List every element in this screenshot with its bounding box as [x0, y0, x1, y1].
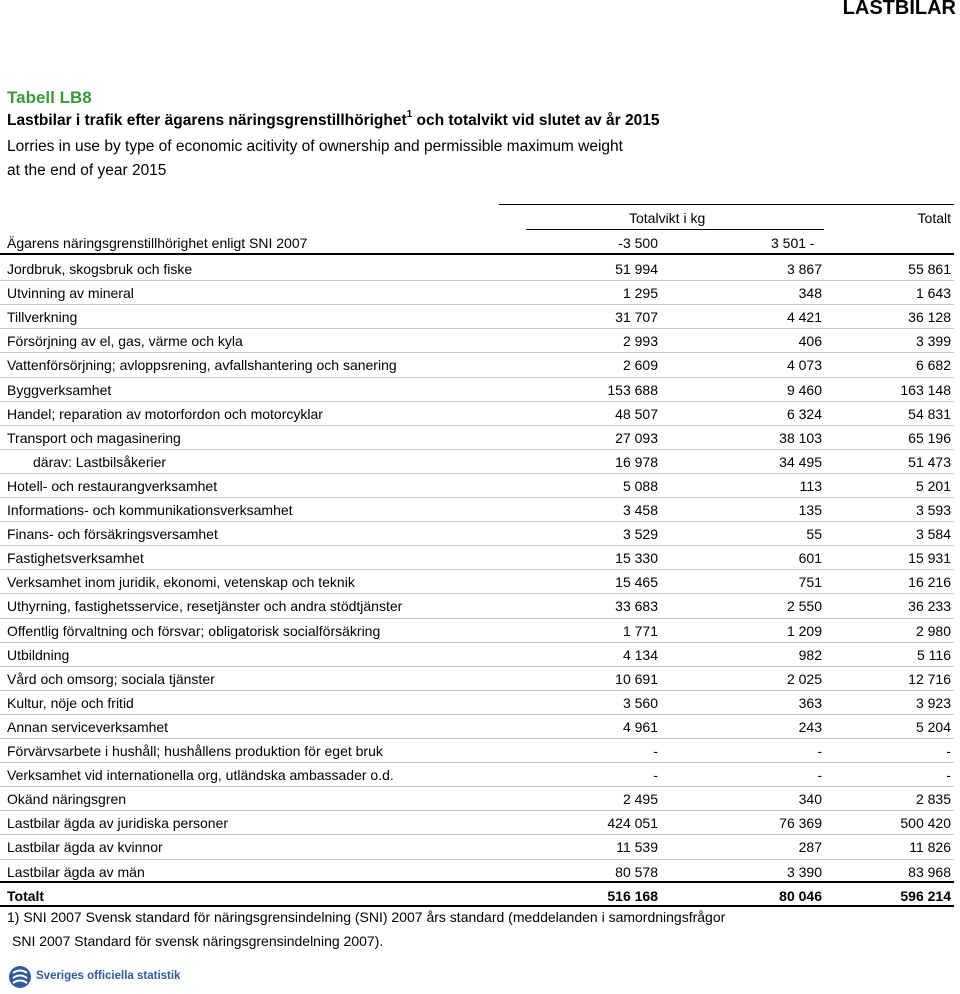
row-value-col1: 5 088: [622, 478, 658, 494]
row-value-col2: 1 209: [786, 623, 822, 639]
table-row: [0, 619, 960, 643]
row-value-col2: 80 046: [779, 888, 822, 904]
row-value-col1: 11 539: [616, 839, 658, 855]
table-row: [0, 281, 960, 305]
row-value-col3: 2 980: [915, 623, 951, 639]
footnote-marker: 1: [406, 109, 413, 120]
row-value-col3: 3 584: [915, 526, 951, 542]
table-title-sv: [7, 111, 659, 130]
table-row: [0, 450, 960, 474]
row-value-col2: 2 025: [786, 671, 822, 687]
row-value-col1: 27 093: [615, 430, 658, 446]
table-row: [0, 739, 960, 763]
table-row: [0, 474, 960, 498]
row-label: Utvinning av mineral: [7, 285, 134, 301]
row-value-col1: 4 961: [622, 719, 658, 735]
row-value-col1: 2 495: [622, 791, 658, 807]
row-value-col1: 51 994: [615, 261, 658, 277]
row-value-col2: 113: [799, 478, 822, 494]
row-value-col1: 10 691: [615, 671, 658, 687]
column-header-1: -3 500: [618, 235, 658, 251]
row-value-col3: 65 196: [908, 430, 951, 446]
table-row: [0, 787, 960, 811]
row-header-label: Ägarens näringsgrenstillhörighet enligt SNI 2007: [7, 235, 308, 251]
row-value-col3: 12 716: [908, 671, 951, 687]
footnote-line-1: 1) SNI 2007 Svensk standard för näringsgrensindelning (SNI) 2007 års standard (meddelanden i samordningsfrågor: [7, 909, 726, 925]
row-value-col3: -: [946, 767, 951, 783]
row-value-col3: 3 593: [915, 502, 951, 518]
table-title-en: [7, 135, 623, 183]
row-label: därav: Lastbilsåkerier: [33, 454, 167, 470]
row-value-col2: 135: [798, 502, 822, 518]
table-id: Tabell LB8: [7, 88, 92, 107]
row-value-col3: 3 399: [915, 333, 951, 349]
row-value-col2: 4 421: [786, 309, 822, 325]
row-value-col3: 5 204: [915, 719, 951, 735]
table-row: [0, 305, 960, 329]
row-value-col3: 6 682: [915, 357, 951, 373]
row-label: Verksamhet inom juridik, ekonomi, vetenskap och teknik: [7, 574, 355, 590]
column-header-2: 3 501 -: [771, 235, 815, 251]
header-bottom-rule: [0, 253, 954, 255]
row-label: Handel; reparation av motorfordon och motorcyklar: [7, 406, 323, 422]
row-value-col3: 163 148: [900, 382, 951, 398]
row-label: Lastbilar ägda av män: [7, 864, 145, 880]
row-value-col3: 2 835: [915, 791, 951, 807]
row-label: Offentlig förvaltning och försvar; obligatorisk socialförsäkring: [7, 623, 381, 639]
row-value-col2: 2 550: [786, 598, 822, 614]
row-value-col2: 751: [798, 574, 822, 590]
row-label: Tillverkning: [7, 309, 78, 325]
row-label: Vattenförsörjning; avloppsrening, avfallshantering och sanering: [7, 357, 397, 373]
table-title-en-line1: Lorries in use by type of economic acitivity of ownership and permissible maximum weight: [7, 138, 623, 155]
row-value-col1: 15 465: [615, 574, 658, 590]
row-label: Fastighetsverksamhet: [7, 550, 144, 566]
row-value-col1: 31 707: [615, 309, 658, 325]
row-value-col2: 6 324: [786, 406, 822, 422]
table-row: [0, 763, 960, 787]
row-value-col3: 500 420: [900, 815, 951, 831]
row-value-col1: 33 683: [615, 598, 658, 614]
header-group-rule: [526, 229, 824, 230]
header-top-rule: [499, 204, 954, 205]
row-value-col3: -: [946, 743, 951, 759]
row-value-col3: 55 861: [908, 261, 951, 277]
row-value-col1: 80 578: [615, 864, 658, 880]
total-bottom-rule: [0, 905, 954, 907]
row-label: Hotell- och restaurangverksamhet: [7, 478, 218, 494]
row-label: Transport och magasinering: [7, 430, 181, 446]
row-value-col2: 601: [798, 550, 822, 566]
table-row: [0, 546, 960, 570]
row-value-col1: 3 458: [622, 502, 658, 518]
table-row: [0, 594, 960, 618]
row-label: Lastbilar ägda av kvinnor: [7, 839, 163, 855]
table-title-en-line2: at the end of year 2015: [7, 162, 167, 179]
table-row: [0, 643, 960, 667]
table-row: [0, 667, 960, 691]
table-row: [0, 570, 960, 594]
table-row: [0, 835, 960, 859]
table-row: [0, 402, 960, 426]
row-value-col2: 9 460: [786, 382, 822, 398]
row-value-col1: 516 168: [607, 888, 658, 904]
row-value-col1: -: [653, 767, 658, 783]
row-label: Informations- och kommunikationsverksamhet: [7, 502, 293, 518]
row-value-col3: 5 116: [917, 647, 951, 663]
row-value-col2: 76 369: [779, 815, 822, 831]
table-row: [0, 522, 960, 546]
row-value-col2: 3 867: [786, 261, 822, 277]
row-label: Vård och omsorg; sociala tjänster: [7, 671, 215, 687]
row-value-col2: 287: [798, 839, 822, 855]
table-row: [0, 715, 960, 739]
row-value-col1: 1 295: [622, 285, 658, 301]
row-value-col3: 15 931: [908, 550, 951, 566]
total-top-rule: [0, 881, 954, 883]
table-title-sv-end: och totalvikt vid slutet av år 2015: [412, 112, 660, 130]
row-value-col3: 83 968: [908, 864, 951, 880]
row-label: Kultur, nöje och fritid: [7, 695, 134, 711]
row-value-col1: 16 978: [615, 454, 658, 470]
table-row: [0, 498, 960, 522]
row-label: Okänd näringsgren: [7, 791, 127, 807]
table-row: [0, 378, 960, 402]
row-label: Lastbilar ägda av juridiska personer: [7, 815, 229, 831]
row-value-col1: 424 051: [607, 815, 658, 831]
table-row: [0, 353, 960, 377]
row-value-col3: 16 216: [908, 574, 951, 590]
footnote-line-2: SNI 2007 Standard för svensk näringsgrensindelning 2007).: [12, 933, 384, 949]
row-value-col2: 363: [798, 695, 822, 711]
row-label: Finans- och försäkringsversamhet: [7, 526, 218, 542]
row-value-col2: 982: [798, 647, 822, 663]
row-value-col3: 11 826: [909, 839, 951, 855]
row-value-col2: 55: [806, 526, 822, 542]
row-value-col1: 4 134: [622, 647, 658, 663]
row-value-col3: 54 831: [908, 406, 951, 422]
row-value-col1: 2 609: [622, 357, 658, 373]
row-value-col2: 34 495: [779, 454, 822, 470]
row-value-col2: 38 103: [779, 430, 822, 446]
row-value-col1: 48 507: [615, 406, 658, 422]
sos-logo-icon: [8, 964, 32, 990]
row-value-col2: -: [817, 743, 822, 759]
table-row: [0, 691, 960, 715]
row-value-col2: 340: [798, 791, 822, 807]
row-value-col3: 51 473: [908, 454, 951, 470]
table-title-sv-main: Lastbilar i trafik efter ägarens näringsgrenstillhörighet: [7, 112, 407, 130]
sos-logo-text: Sveriges officiella statistik: [36, 970, 181, 982]
row-value-col3: 3 923: [915, 695, 951, 711]
row-value-col1: 1 771: [622, 623, 658, 639]
row-value-col3: 596 214: [900, 888, 951, 904]
row-value-col2: -: [817, 767, 822, 783]
table-row: [0, 329, 960, 353]
row-label: Annan serviceverksamhet: [7, 719, 169, 735]
row-label: Uthyrning, fastighetsservice, resetjänster och andra stödtjänster: [7, 598, 403, 614]
row-label: Utbildning: [7, 647, 70, 663]
table-row: [0, 811, 960, 835]
row-label: Förvärvsarbete i hushåll; hushållens produktion för eget bruk: [7, 743, 383, 759]
row-value-col3: 1 643: [915, 285, 951, 301]
row-value-col1: 153 688: [607, 382, 658, 398]
row-value-col2: 4 073: [786, 357, 822, 373]
row-value-col2: 3 390: [786, 864, 822, 880]
row-value-col2: 348: [798, 285, 822, 301]
row-value-col1: 3 529: [622, 526, 658, 542]
column-total-header: Totalt: [917, 210, 951, 226]
row-label: Byggverksamhet: [7, 382, 112, 398]
row-label: Jordbruk, skogsbruk och fiske: [7, 261, 193, 277]
row-value-col1: -: [653, 743, 658, 759]
row-label: Försörjning av el, gas, värme och kyla: [7, 333, 243, 349]
table-row: [0, 257, 960, 281]
table-row: [0, 426, 960, 450]
row-value-col2: 243: [798, 719, 822, 735]
row-value-col2: 406: [798, 333, 822, 349]
row-value-col1: 3 560: [622, 695, 658, 711]
row-label: Totalt: [7, 888, 45, 904]
page-top-title: LASTBILAR: [842, 0, 956, 19]
row-value-col3: 36 128: [908, 309, 951, 325]
row-label: Verksamhet vid internationella org, utländska ambassader o.d.: [7, 767, 394, 783]
row-value-col3: 36 233: [908, 598, 951, 614]
row-value-col1: 2 993: [622, 333, 658, 349]
row-value-col1: 15 330: [615, 550, 658, 566]
row-value-col3: 5 201: [915, 478, 951, 494]
column-group-header: Totalvikt i kg: [629, 210, 706, 226]
